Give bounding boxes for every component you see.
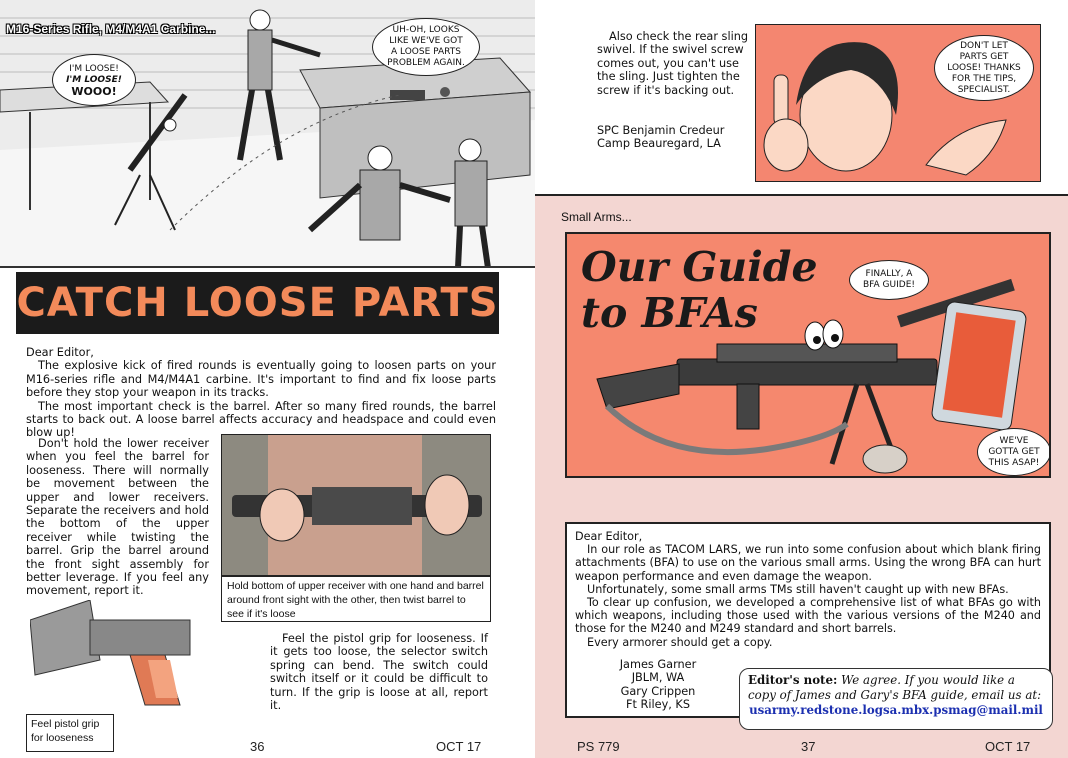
editor-note	[739, 668, 1053, 730]
bubble-line: LIKE WE'VE GOT	[389, 36, 463, 46]
paragraph-1: The explosive kick of fired rounds is eventually going to loosen parts on your M16-series rifle and M4/M4A1 carbine. It's important to find and fix loose parts before they stop your weapon in its tracks.	[26, 359, 496, 400]
signer-2-location: Ft Riley, KS	[625, 698, 691, 712]
bfa-title-line-2: to BFAs	[581, 289, 758, 337]
bubble-line: UH-OH, LOOKS	[392, 25, 460, 35]
paragraph-4: Feel the pistol grip for looseness. If it gets too loose, the selector switch spring can bend. The switch could switch itself or it could be difficult to turn. If the grip is loose at all, report it.	[270, 632, 488, 713]
bubble-line: BFA GUIDE!	[863, 280, 915, 290]
letter-paragraph-3: To clear up confusion, we developed a comprehensive list of what BFAs go with which weapons, including those used with the various versions of the M240 and those for the M240 and M249 standard and short barrels.	[575, 596, 1041, 636]
editor-note-body: We agree. If you would like a copy of James and Gary's BFA guide, email us at:	[748, 673, 1042, 702]
section-label: Small Arms...	[561, 210, 632, 224]
author-signature	[597, 124, 767, 151]
salutation: Dear Editor,	[26, 346, 94, 359]
author-name: SPC Benjamin Credeur	[597, 124, 725, 137]
letter-continuation-section	[535, 0, 1068, 196]
signer-1-location: JBLM, WA	[631, 671, 685, 685]
banner-label: M16-Series Rifle, M4/M4A1 Carbine...	[6, 22, 216, 36]
bubble-line: A LOOSE PARTS	[391, 47, 461, 57]
woman-comic-panel	[755, 24, 1041, 182]
letter-paragraph-1: In our role as TACOM LARS, we run into some confusion about which blank firing attachments (BFA) to use on the various small arms. Using the wrong BFA can hurt weapon performance and even damage the weapon.	[575, 543, 1041, 583]
issue-date-left: OCT 17	[436, 739, 482, 754]
letter-paragraph-2: Unfortunately, some small arms TMs still haven't caught up with new BFAs.	[587, 582, 1009, 596]
letter-salutation: Dear Editor,	[575, 530, 643, 543]
bubble-line: I'M LOOSE!	[66, 74, 122, 85]
article-intro	[26, 346, 496, 440]
bubble-line: WOOO!	[71, 84, 117, 98]
loose-parts-comic-panel	[0, 0, 535, 268]
signer-2-name: Gary Crippen	[620, 684, 696, 698]
bubble-line: GOTTA GET	[988, 446, 1040, 457]
paragraph-3: Don't hold the lower receiver when you feel the barrel for looseness. There will normally be movement between the upper and lower receivers. Separate the receivers and hold the bottom of the upper receiver while twisting the barrel. Grip the barrel around the front sight assembly for better leverage. If you feel any movement, report it.	[26, 437, 209, 598]
grip-caption: Feel pistol grip for looseness	[26, 714, 114, 752]
issue-number: PS 779	[577, 739, 620, 754]
letter-paragraph-4: Every armorer should get a copy.	[587, 635, 773, 649]
photo-caption: Hold bottom of upper receiver with one hand and barrel around front sight with the other, then twist barrel to see if it's loose	[221, 576, 491, 622]
rear-sling-text	[597, 30, 761, 97]
rear-sling-paragraph: Also check the rear sling swivel. If the swivel screw comes out, you can't use the sling. Just tighten the screw if it's backing out.	[597, 30, 749, 97]
bubble-line: LOOSE! THANKS	[947, 62, 1021, 73]
bubble-line: THIS ASAP!	[988, 457, 1040, 468]
bfa-letter-box	[565, 522, 1051, 718]
editor-note-label: Editor's note:	[748, 673, 838, 687]
speech-bubble-gotta	[977, 428, 1051, 476]
bubble-line: FOR THE TIPS,	[951, 73, 1017, 84]
rifle-upper-receiver-illustration	[222, 435, 491, 576]
paragraph-2: The most important check is the barrel. After so many fired rounds, the barrel starts to back out. A loose barrel affects accuracy and headspace and could even blow up!	[26, 399, 496, 440]
editor-email-link[interactable]: usarmy.redstone.logsa.mbx.psmag@mail.mil	[749, 703, 1043, 717]
barrel-check-photo	[221, 434, 491, 576]
issue-date-right: OCT 17	[985, 739, 1031, 754]
speech-bubble-woman	[934, 35, 1034, 101]
speech-bubble-rifle	[52, 54, 136, 106]
lower-receiver-illustration	[30, 600, 200, 710]
page-number-left: 36	[250, 739, 265, 754]
page-number-right: 37	[801, 739, 816, 754]
pistol-grip-drawing	[30, 600, 200, 710]
pistol-grip-text	[270, 632, 488, 712]
right-page	[535, 0, 1068, 758]
barrel-check-text	[26, 437, 209, 598]
signer-1-name: James Garner	[619, 658, 697, 671]
bubble-line: I'M LOOSE!	[69, 63, 119, 74]
bfa-letter-body	[575, 530, 1041, 649]
bubble-line: PROBLEM AGAIN.	[387, 58, 465, 68]
bfa-title	[581, 244, 818, 336]
article-title: CATCH LOOSE PARTS	[16, 280, 499, 326]
speech-bubble-soldier	[372, 18, 480, 76]
bubble-line: DON'T LET	[960, 40, 1008, 51]
bubble-line: WE'VE	[999, 435, 1029, 446]
bubble-line: FINALLY, A	[865, 269, 913, 279]
author-location: Camp Beauregard, LA	[597, 137, 721, 151]
letter-signatures	[603, 658, 713, 712]
bfa-comic-panel	[565, 232, 1051, 478]
speech-bubble-finally	[849, 260, 929, 300]
bfa-title-line-1: Our Guide	[581, 243, 818, 291]
bubble-line: SPECIALIST.	[957, 84, 1011, 95]
bubble-line: PARTS GET	[959, 51, 1009, 62]
article-title-bar	[16, 272, 499, 334]
